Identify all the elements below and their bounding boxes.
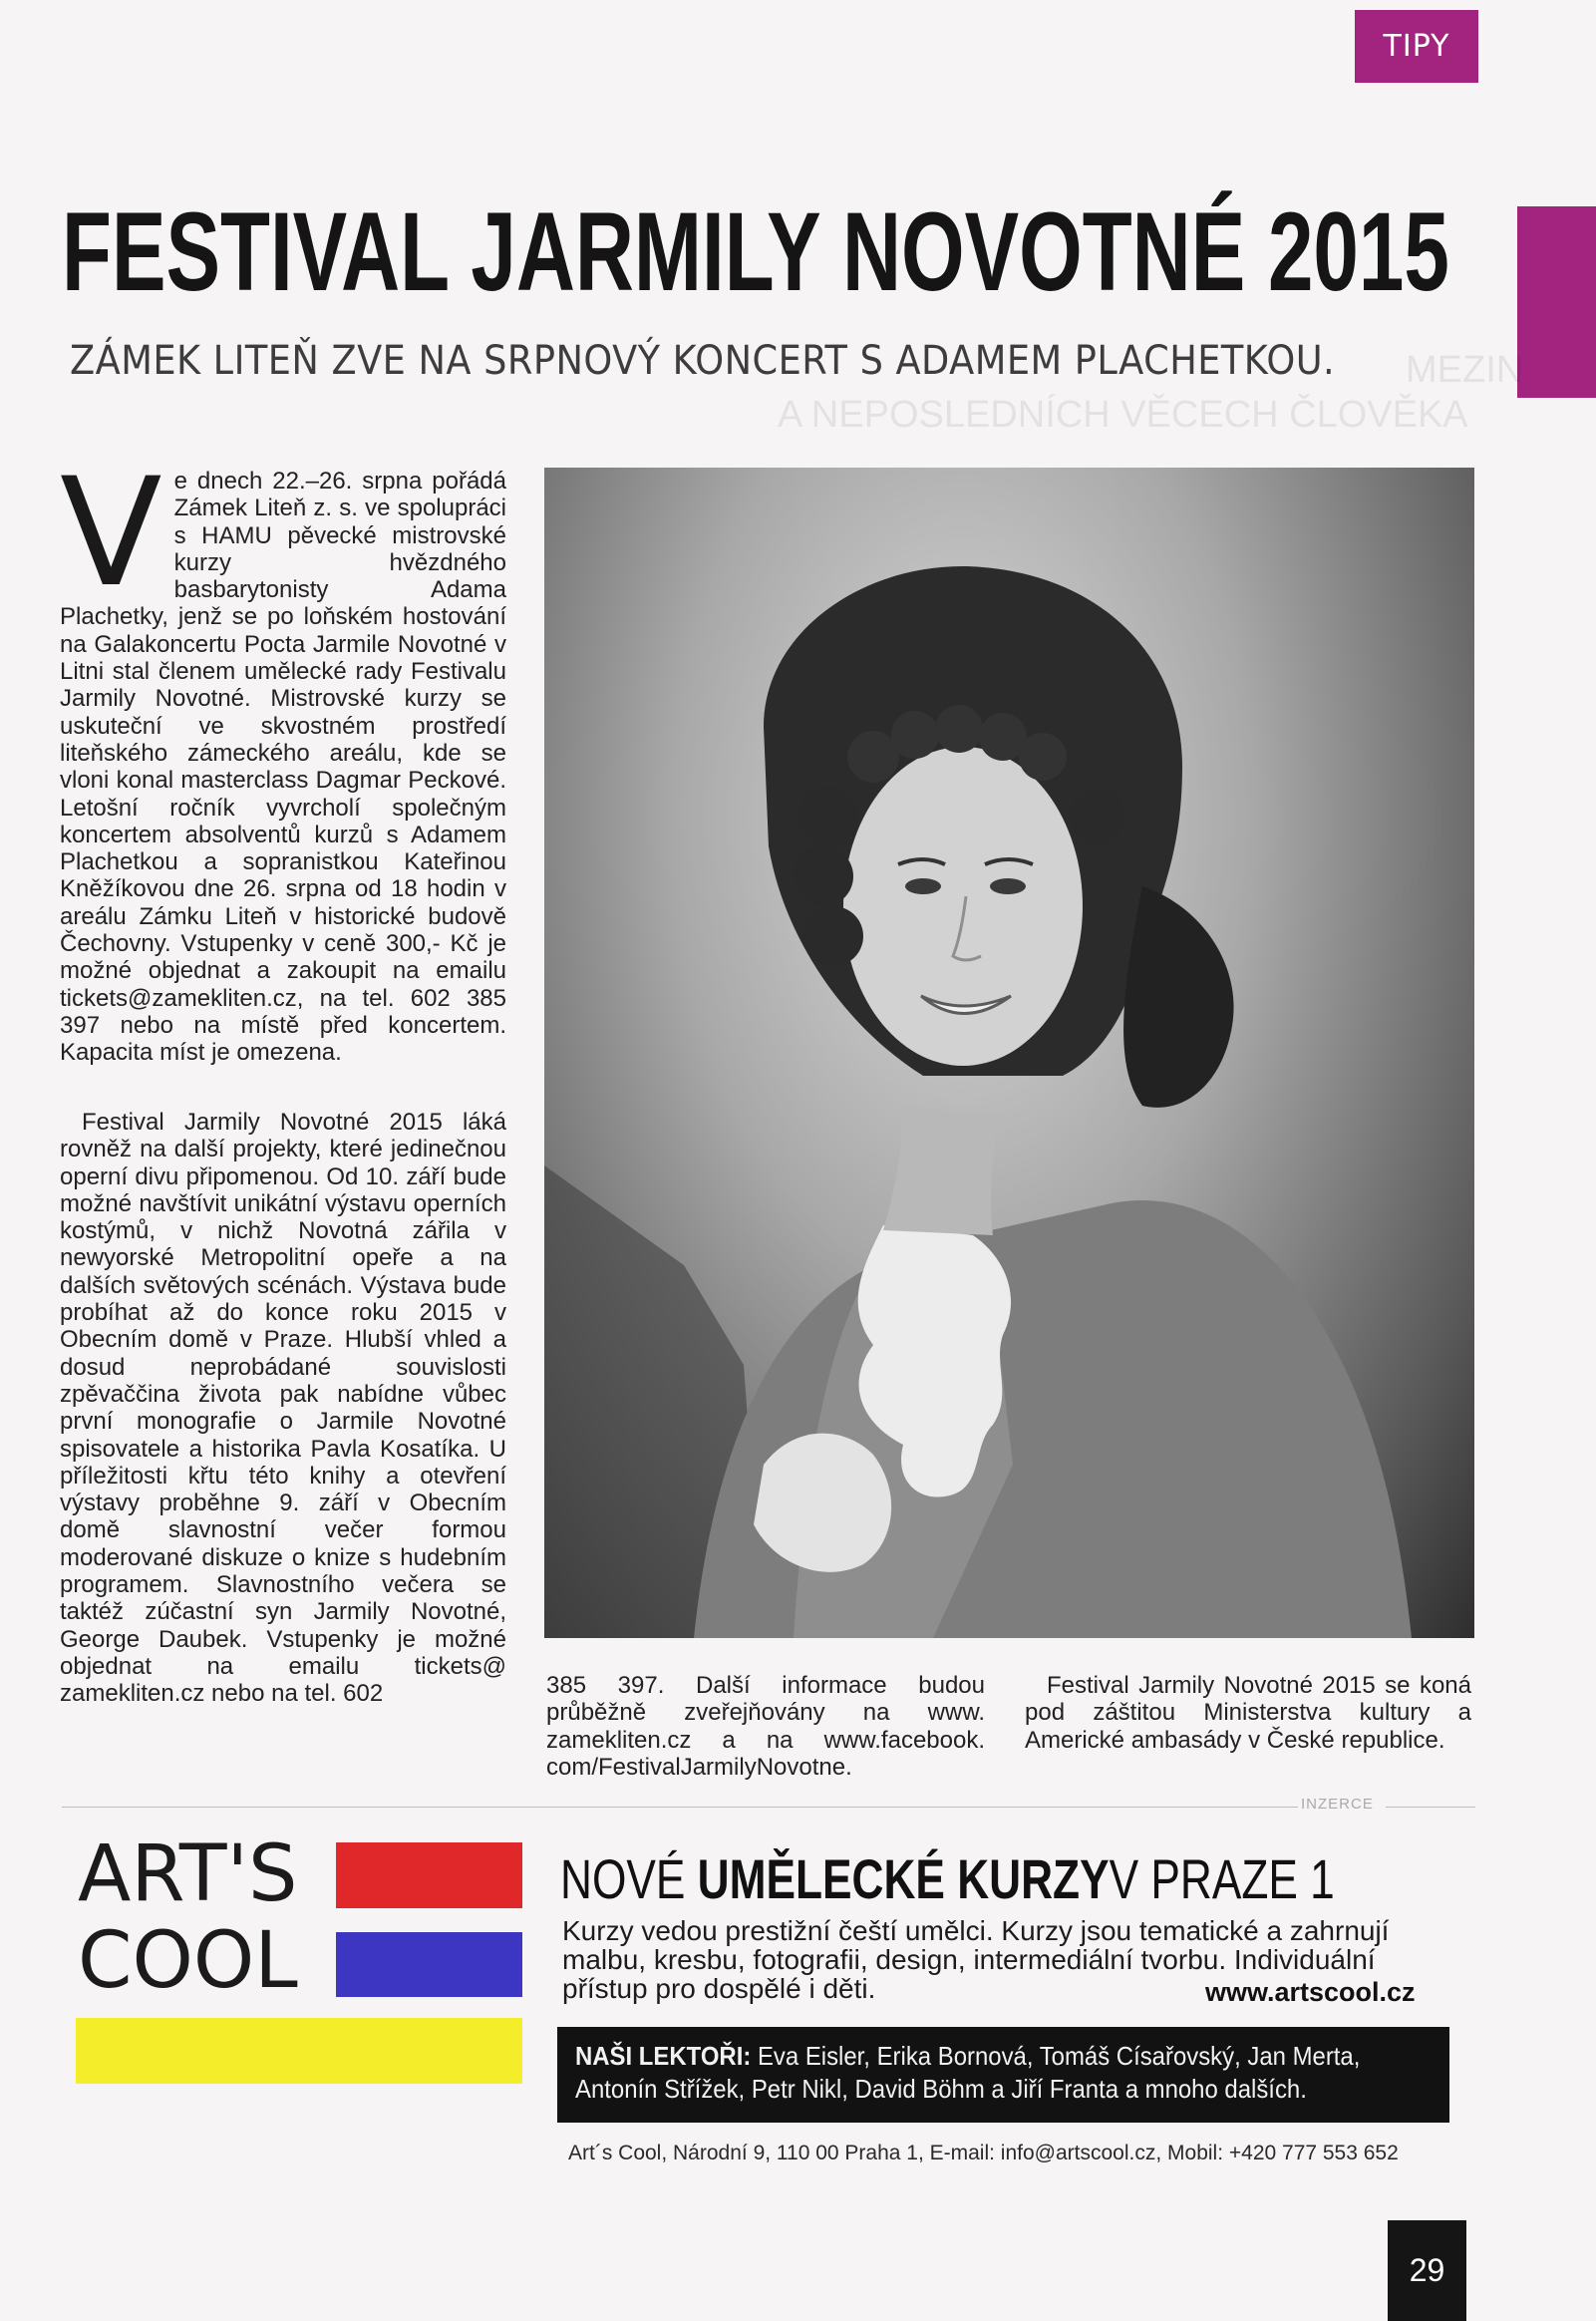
logo-red-bar — [336, 1842, 522, 1908]
ad-headline-bold: UMĚLECKÉ KURZY — [697, 1847, 1110, 1910]
article-title: FESTIVAL JARMILY NOVOTNÉ 2015 — [62, 189, 1449, 314]
bleed-through-text: A NEPOSLEDNÍCH VĚCECH ČLOVĚKA — [778, 394, 1468, 436]
portrait-photo — [544, 468, 1474, 1638]
logo-line-1: ART'S — [78, 1829, 298, 1919]
ad-label: INZERCE — [1301, 1796, 1374, 1813]
ad-contact: Art´s Cool, Národní 9, 110 00 Praha 1, E-mail: info@artscool.cz, Mobil: +420 777 553 652 — [568, 2142, 1399, 2164]
logo-line-2: COOL — [78, 1916, 298, 2006]
lecturers-label: NAŠI LEKTOŘI: — [575, 2041, 752, 2071]
ad-copy: Kurzy vedou prestižní čeští umělci. Kurzy jsou tematické a zahrnují malbu, kresbu, fotografii, design, intermediální tvorbu. Individuální přístup pro dospělé i děti. — [562, 1915, 1390, 2004]
ad-divider — [62, 1807, 1298, 1808]
bleed-through-text: MEZIN — [1406, 349, 1524, 391]
section-tag: TIPY — [1355, 10, 1478, 83]
paragraph-text: e dnech 22.–26. srpna pořádá Zámek Liteň z. s. ve spolupráci s HAMU pěvecké mistrovské kurzy hvězdného basbarytonisty Adama Plachetky, jenž se po loňském hostování na Galakoncertu Pocta Jarmile Novotné v Litni stal členem umělecké rady Festivalu Jarmily Novotné. Mistrovské kurzy se uskuteční ve skvostném prostředí liteňského zámeckého areálu, kde se vloni konal masterclass Dagmar Peckové. Letošní ročník vyvrcholí společným koncertem absolventů kurzů s Adamem Plachetkou a sopranistkou Kateřinou Kněžíkovou dne 26. srpna od 18 hodin v areálu Zámku Liteň v historické budově Čechovny. Vstupenky v ceně 300,- Kč je možné objednat a zakoupit na emailu tickets@zamekliten.cz, na tel. 602 385 397 nebo na místě před koncertem. Kapacita míst je omezena. — [60, 468, 506, 1067]
ad-headline-pre: NOVÉ — [560, 1847, 698, 1910]
logo-yellow-bar — [76, 2018, 522, 2084]
caption-column-3: Festival Jarmily Novotné 2015 se koná pod záštitou Ministerstva kultury a Americké ambasády v České republice. — [1025, 1672, 1471, 1754]
lecturers-names: Eva Eisler, Erika Bornová, Tomáš Císařovský, Jan Merta, Antonín Střížek, Petr Nikl, David Böhm a Jiří Franta a mnoho dalších. — [575, 2041, 1361, 2104]
caption-column-2: 385 397. Další informace budou průběžně zveřejňovány na www. zamekliten.cz a na www.facebook. com/FestivalJarmilyNovotne. — [546, 1672, 985, 1781]
logo-blue-bar — [336, 1932, 522, 1997]
page-number: 29 — [1388, 2220, 1466, 2321]
ad-headline-post: V PRAZE 1 — [1109, 1847, 1335, 1910]
article-subtitle: ZÁMEK LITEŇ ZVE NA SRPNOVÝ KONCERT S ADAMEM PLACHETKOU. — [70, 338, 1336, 384]
edge-color-bar — [1517, 206, 1596, 398]
ad-headline — [560, 1846, 1335, 1911]
article-paragraph-1 — [60, 447, 506, 1067]
ad-divider — [1386, 1807, 1475, 1808]
article-paragraph-2: Festival Jarmily Novotné 2015 láká rovněž na další projekty, které jedinečnou operní divu připomenou. Od 10. září bude možné navštívit unikátní výstavu operních kostýmů, v nichž Novotná zářila v newyorské Metropolitní opeře a na dalších světových scénách. Výstava bude probíhat až do konce roku 2015 v Obecním domě v Praze. Hlubší vhled a dosud neprobádané souvislosti zpěvaččina života pak nabídne vůbec první monografie o Jarmile Novotné spisovatele a historika Pavla Kosatíka. U příležitosti křtu této knihy a otevření výstavy proběhne 9. září v Obecním domě slavnostní večer formou moderované diskuze o knize s hudebním programem. Slavnostního večera se taktéž zúčastní syn Jarmily Novotné, George Daubek. Vstupenky je možné objednat na emailu tickets@ zamekliten.cz nebo na tel. 602 — [60, 1109, 506, 1708]
lecturers-text — [575, 2040, 1383, 2106]
portrait-illustration — [544, 468, 1474, 1638]
ad-website-link[interactable]: www.artscool.cz — [1205, 1977, 1416, 2007]
drop-cap: V — [60, 447, 162, 620]
